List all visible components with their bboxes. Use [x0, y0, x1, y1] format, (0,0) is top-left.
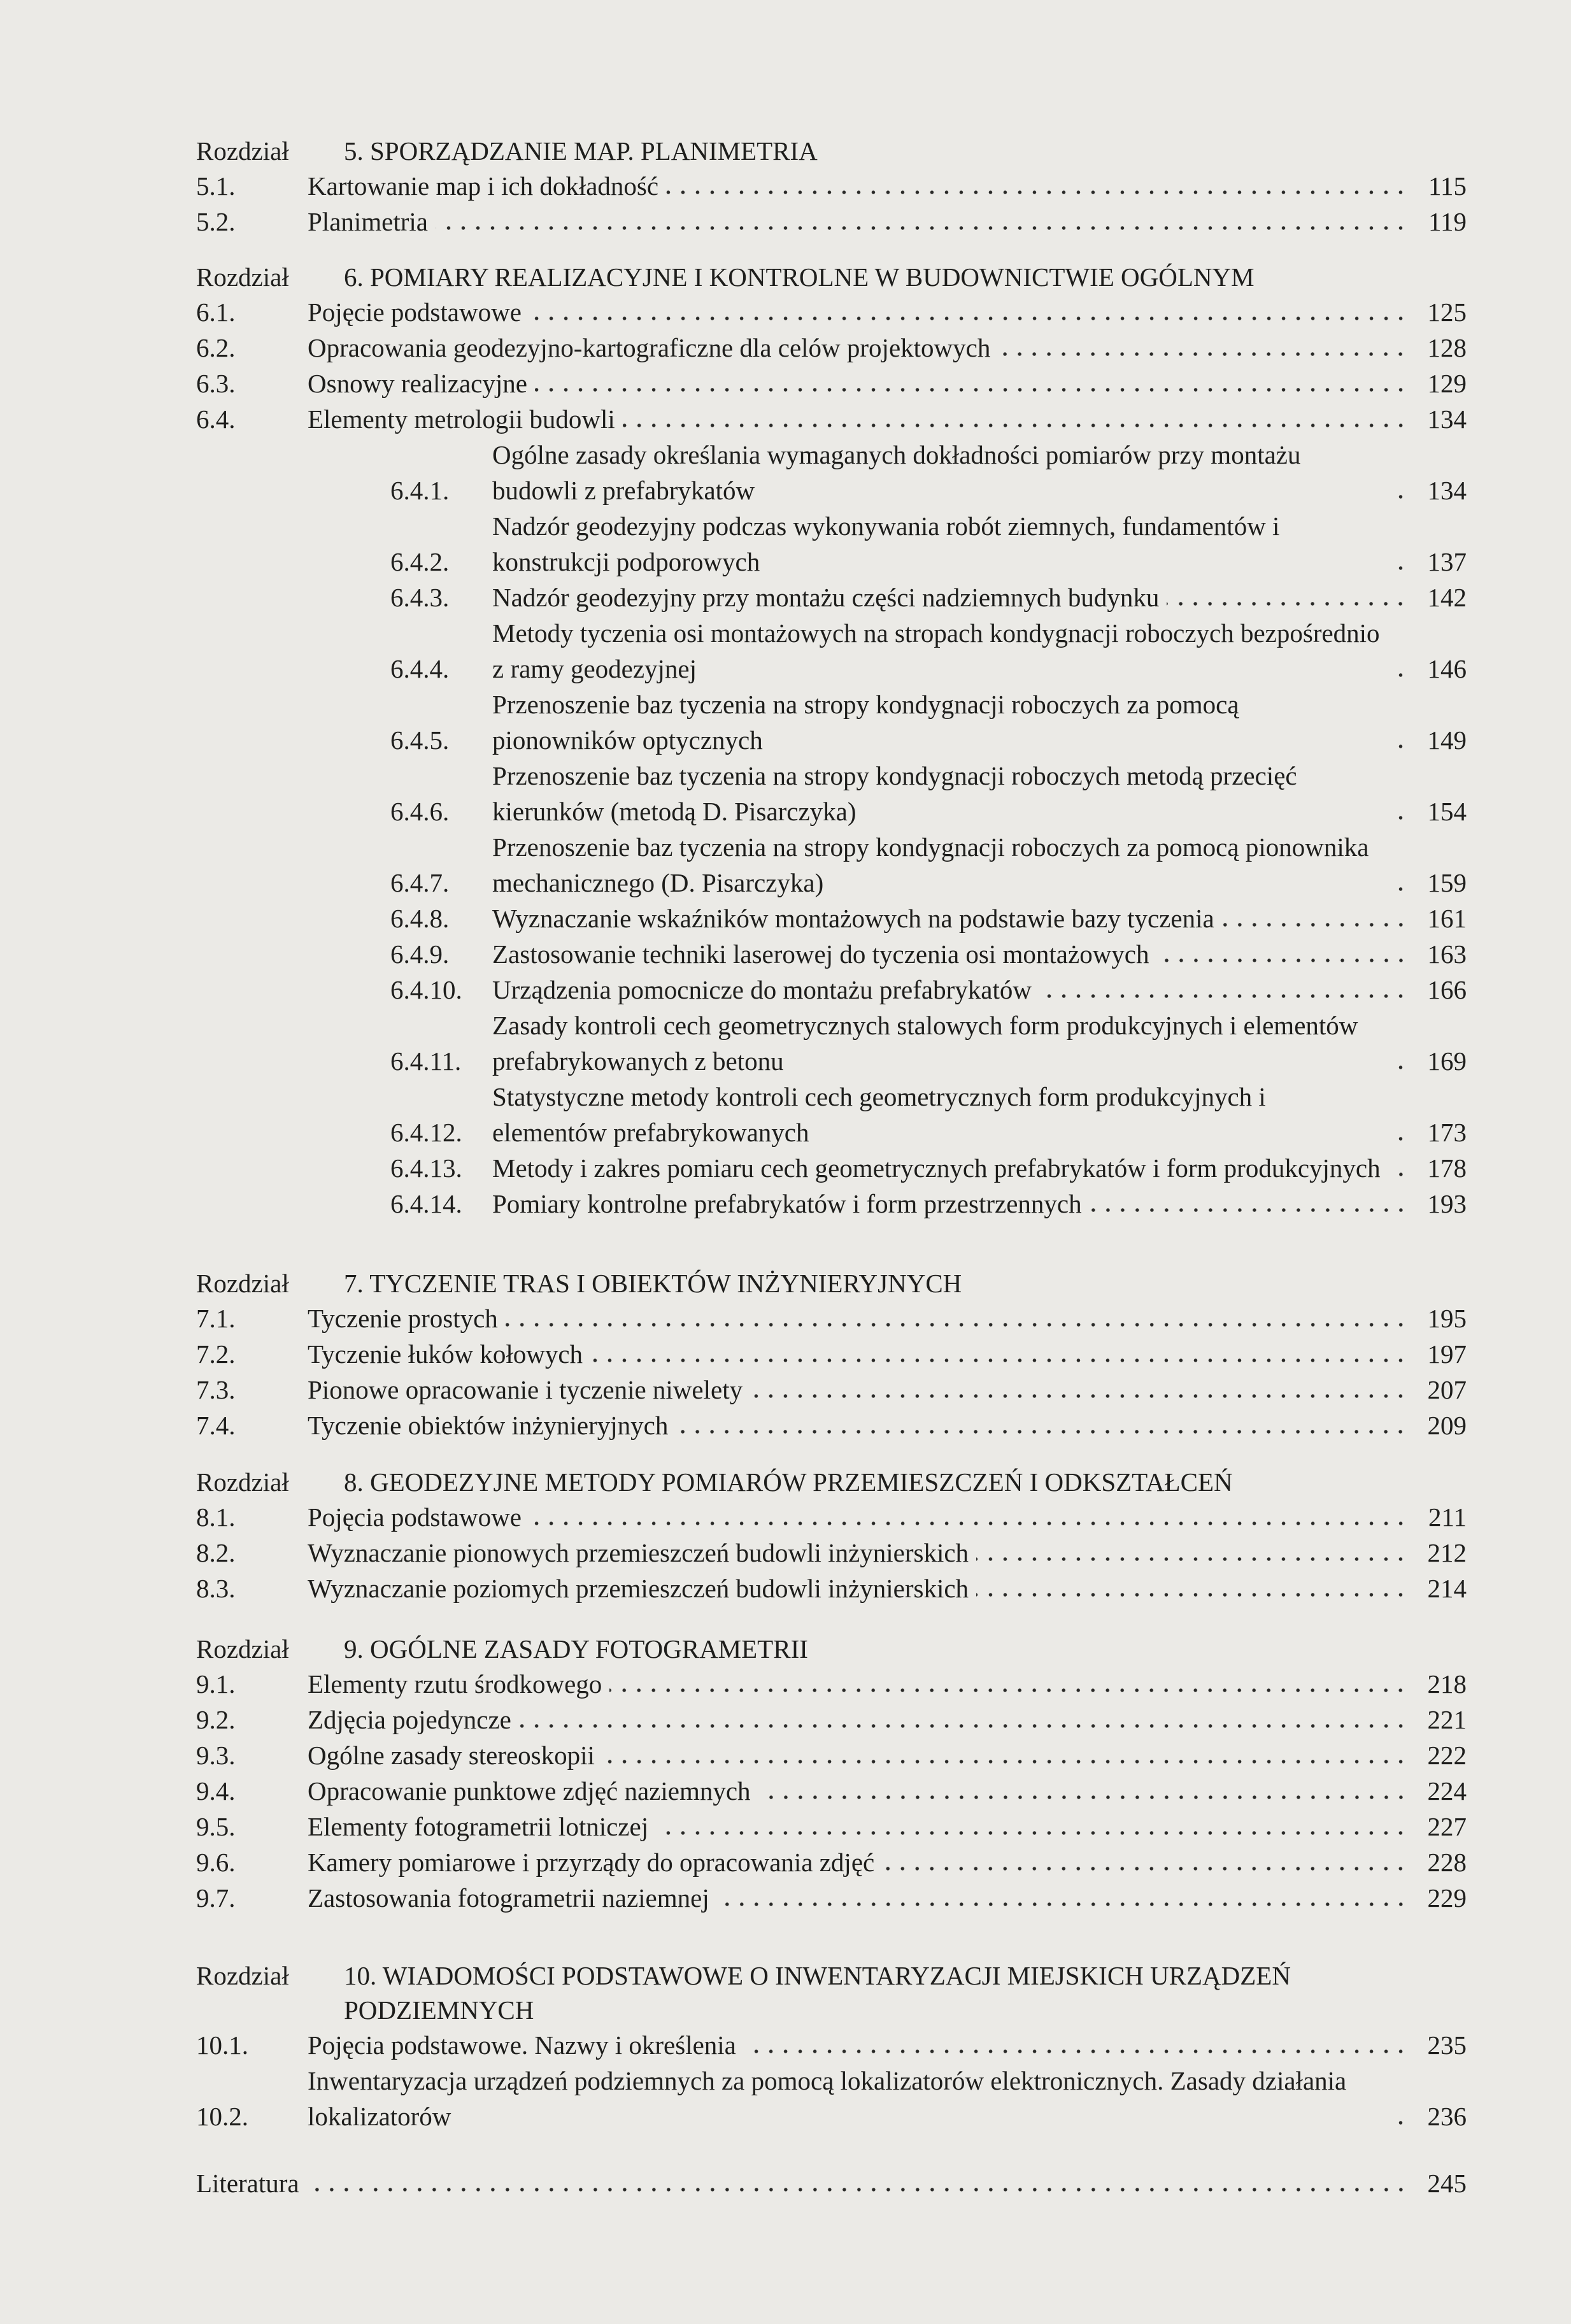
entry-number: 9.5. — [196, 1812, 236, 1841]
entry-number: 5.2. — [196, 207, 236, 236]
entry-title: Zasady kontroli cech geometrycznych stalowych form produkcyjnych i elementów prefabrykowanych z betonu — [492, 1011, 1358, 1076]
entry-title: Tyczenie łuków kołowych — [308, 1339, 583, 1369]
dot-leader — [976, 1557, 1408, 1562]
chapter-6 — [196, 260, 1467, 1222]
toc-entry-9-3[interactable] — [196, 1737, 1467, 1773]
dot-leader — [1389, 744, 1408, 749]
toc-entry-6-2[interactable] — [196, 330, 1467, 366]
page-number: 173 — [1427, 1118, 1467, 1147]
entry-number: 9.4. — [196, 1776, 236, 1806]
chapter-word: Rozdział — [196, 136, 289, 166]
chapter-heading — [196, 1266, 1467, 1301]
page-number: 134 — [1427, 476, 1467, 505]
chapter-heading — [196, 134, 1467, 168]
entry-number: 6.4.1. — [390, 476, 450, 505]
toc-entry-7-4[interactable] — [196, 1408, 1467, 1443]
entry-number: 6.4.2. — [390, 547, 450, 576]
entry-number: 6.3. — [196, 369, 236, 398]
dot-leader — [1389, 566, 1408, 571]
entry-number: 7.2. — [196, 1339, 236, 1369]
page-number: 169 — [1427, 1046, 1467, 1076]
entry-title: Metody i zakres pomiaru cech geometrycznych prefabrykatów i form produkcyjnych — [492, 1153, 1381, 1183]
toc-entry-literatura[interactable] — [196, 2165, 1467, 2201]
dot-leader — [602, 1759, 1408, 1764]
toc-entry-9-5[interactable] — [196, 1809, 1467, 1844]
toc-subentry-6-4-3[interactable] — [196, 580, 1467, 615]
entry-number: 9.7. — [196, 1883, 236, 1913]
dot-leader — [1157, 958, 1408, 963]
toc-subentry-6-4-1[interactable] — [196, 437, 1467, 508]
dot-leader — [1039, 994, 1408, 999]
page-number: 129 — [1427, 369, 1467, 398]
chapter-heading — [196, 260, 1467, 294]
page-number: 221 — [1427, 1705, 1467, 1734]
toc-entry-6-1[interactable] — [196, 294, 1467, 330]
entry-title: Pojęcie podstawowe — [308, 297, 522, 327]
toc-entry-8-1[interactable] — [196, 1499, 1467, 1535]
chapter-heading — [196, 1958, 1467, 2027]
entry-number: 9.1. — [196, 1669, 236, 1699]
dot-leader — [1222, 922, 1408, 927]
page-number: 154 — [1427, 797, 1467, 826]
page-number: 245 — [1427, 2169, 1467, 2198]
entry-number: 6.1. — [196, 297, 236, 327]
entry-number: 9.6. — [196, 1848, 236, 1877]
page-number: 207 — [1427, 1375, 1467, 1404]
toc-entry-10-1[interactable] — [196, 2027, 1467, 2063]
entry-title: Przenoszenie baz tyczenia na stropy kondygnacji roboczych za pomocą pionowników optycznych — [492, 690, 1239, 755]
page-number: 142 — [1427, 583, 1467, 612]
chapter-8 — [196, 1465, 1467, 1606]
toc-entry-7-1[interactable] — [196, 1301, 1467, 1336]
entry-title: Pojęcia podstawowe. Nazwy i określenia — [308, 2030, 736, 2060]
toc-entry-9-7[interactable] — [196, 1880, 1467, 1916]
page-number: 159 — [1427, 868, 1467, 897]
entry-number: 7.3. — [196, 1375, 236, 1404]
entry-number: 6.4.8. — [390, 904, 450, 933]
dot-leader — [758, 1795, 1408, 1800]
dot-leader — [744, 2049, 1408, 2054]
entry-title: Nadzór geodezyjny podczas wykonywania robót ziemnych, fundamentów i konstrukcji podporowych — [492, 511, 1280, 576]
chapter-9 — [196, 1632, 1467, 1916]
entry-number: 7.1. — [196, 1304, 236, 1333]
page-number: 115 — [1428, 171, 1467, 201]
toc-entry-8-3[interactable] — [196, 1571, 1467, 1606]
chapter-word: Rozdział — [196, 262, 289, 292]
page-number: 222 — [1427, 1741, 1467, 1770]
entry-title: Inwentaryzacja urządzeń podziemnych za pomocą lokalizatorów elektronicznych. Zasady działania lokalizatorów — [308, 2066, 1347, 2131]
toc-subentry-6-4-4[interactable] — [196, 615, 1467, 687]
toc-subentry-6-4-14[interactable] — [196, 1186, 1467, 1222]
chapter-word: Rozdział — [196, 1961, 289, 1990]
page-number: 195 — [1427, 1304, 1467, 1333]
dot-leader — [529, 316, 1408, 321]
page-number: 211 — [1428, 1502, 1467, 1532]
chapter-title: 7. TYCZENIE TRAS I OBIEKTÓW INŻYNIERYJNYCH — [344, 1269, 962, 1298]
dot-leader — [656, 1830, 1408, 1836]
entry-number: 8.3. — [196, 1574, 236, 1603]
page-number: 228 — [1427, 1848, 1467, 1877]
literatura-section — [196, 2165, 1467, 2201]
entry-number: 6.4.5. — [390, 725, 450, 755]
entry-title: Statystyczne metody kontroli cech geometrycznych form produkcyjnych i elementów prefabrykowanych — [492, 1082, 1266, 1147]
page-number: 212 — [1427, 1538, 1467, 1567]
dot-leader — [666, 190, 1408, 195]
entry-number: 6.4.12. — [390, 1118, 462, 1147]
page-number: 236 — [1427, 2102, 1467, 2131]
dot-leader — [717, 1902, 1408, 1907]
entry-title: Wyznaczanie pionowych przemieszczeń budowli inżynierskich — [308, 1538, 969, 1567]
dot-leader — [590, 1358, 1408, 1363]
chapter-10 — [196, 1958, 1467, 2134]
page-number: 128 — [1427, 333, 1467, 362]
dot-leader — [609, 1688, 1408, 1693]
entry-title: Tyczenie obiektów inżynieryjnych — [308, 1411, 669, 1440]
entry-title: Pomiary kontrolne prefabrykatów i form przestrzennych — [492, 1189, 1082, 1218]
entry-title: Nadzór geodezyjny przy montażu części nadziemnych budynku — [492, 583, 1160, 612]
dot-leader — [1389, 494, 1408, 499]
page-number: 197 — [1427, 1339, 1467, 1369]
page-number: 218 — [1427, 1669, 1467, 1699]
entry-number: 10.1. — [196, 2030, 248, 2060]
toc-subentry-6-4-13[interactable] — [196, 1150, 1467, 1186]
dot-leader — [623, 423, 1408, 428]
toc-subentry-6-4-8[interactable] — [196, 901, 1467, 936]
toc-subentry-6-4-5[interactable] — [196, 687, 1467, 758]
toc-entry-10-2[interactable] — [196, 2063, 1467, 2134]
page-number: 178 — [1427, 1153, 1467, 1183]
dot-leader — [1389, 887, 1408, 892]
toc-entry-7-3[interactable] — [196, 1372, 1467, 1408]
dot-leader — [529, 1521, 1408, 1526]
entry-title: Tyczenie prostych — [308, 1304, 498, 1333]
toc-subentry-6-4-6[interactable] — [196, 758, 1467, 829]
dot-leader — [1389, 2120, 1408, 2125]
toc-entry-6-3[interactable] — [196, 366, 1467, 401]
toc-entry-9-4[interactable] — [196, 1773, 1467, 1809]
entry-title: Przenoszenie baz tyczenia na stropy kondygnacji roboczych metodą przecięć kierunków (metodą D. Pisarczyka) — [492, 761, 1297, 826]
toc-entry-5-2[interactable] — [196, 204, 1467, 239]
entry-number: 6.2. — [196, 333, 236, 362]
toc-subentry-6-4-9[interactable] — [196, 936, 1467, 972]
entry-title: Elementy rzutu środkowego — [308, 1669, 602, 1699]
page-number: 224 — [1427, 1776, 1467, 1806]
entry-title: Opracowanie punktowe zdjęć naziemnych — [308, 1776, 751, 1806]
page-number: 161 — [1427, 904, 1467, 933]
toc-entry-6-4[interactable] — [196, 401, 1467, 437]
entry-number: 6.4.11. — [390, 1046, 462, 1076]
page-number: 214 — [1427, 1574, 1467, 1603]
dot-leader — [976, 1592, 1408, 1597]
page-number: 227 — [1427, 1812, 1467, 1841]
page-number: 166 — [1427, 975, 1467, 1004]
entry-title: Osnowy realizacyjne — [308, 369, 527, 398]
page-number: 119 — [1428, 207, 1467, 236]
page-number: 134 — [1427, 404, 1467, 434]
dot-leader — [307, 2187, 1408, 2192]
entry-number: 8.2. — [196, 1538, 236, 1567]
toc-entry-9-6[interactable] — [196, 1844, 1467, 1880]
entry-title: Literatura — [196, 2169, 299, 2198]
entry-title: Urządzenia pomocnicze do montażu prefabrykatów — [492, 975, 1032, 1004]
toc-entry-9-2[interactable] — [196, 1702, 1467, 1737]
entry-title: Ogólne zasady określania wymaganych dokładności pomiarów przy montażu budowli z prefabrykatów — [492, 440, 1301, 505]
toc-subentry-6-4-10[interactable] — [196, 972, 1467, 1008]
entry-title: Planimetria — [308, 207, 429, 236]
chapter-title: 10. WIADOMOŚCI PODSTAWOWE O INWENTARYZACJI MIEJSKICH URZĄDZEŃ PODZIEMNYCH — [344, 1961, 1291, 2025]
entry-title: Kamery pomiarowe i przyrządy do opracowania zdjęć — [308, 1848, 875, 1877]
toc-entry-5-1[interactable] — [196, 168, 1467, 204]
dot-leader — [519, 1723, 1408, 1729]
entry-number: 6.4.4. — [390, 654, 450, 683]
chapter-title: 8. GEODEZYJNE METODY POMIARÓW PRZEMIESZCZEŃ I ODKSZTAŁCEŃ — [344, 1467, 1233, 1497]
entry-title: Elementy fotogrametrii lotniczej — [308, 1812, 649, 1841]
entry-number: 8.1. — [196, 1502, 236, 1532]
entry-number: 5.1. — [196, 171, 236, 201]
toc-entry-7-2[interactable] — [196, 1336, 1467, 1372]
toc-subentry-6-4-2[interactable] — [196, 508, 1467, 580]
dot-leader — [1167, 601, 1408, 606]
chapter-word: Rozdział — [196, 1467, 289, 1497]
entry-title: Elementy metrologii budowli — [308, 404, 615, 434]
dot-leader — [506, 1322, 1408, 1327]
entry-title: Pojęcia podstawowe — [308, 1502, 522, 1532]
chapter-title: 5. SPORZĄDZANIE MAP. PLANIMETRIA — [344, 136, 818, 166]
entry-number: 7.4. — [196, 1411, 236, 1440]
dot-leader — [1389, 673, 1408, 678]
entry-number: 6.4.13. — [390, 1153, 462, 1183]
chapter-title: 9. OGÓLNE ZASADY FOTOGRAMETRII — [344, 1634, 808, 1664]
chapter-heading — [196, 1632, 1467, 1666]
entry-title: Wyznaczanie wskaźników montażowych na podstawie bazy tyczenia — [492, 904, 1214, 933]
entry-number: 6.4.7. — [390, 868, 450, 897]
entry-number: 6.4.10. — [390, 975, 462, 1004]
page-number: 163 — [1427, 939, 1467, 969]
dot-leader — [535, 387, 1408, 392]
entry-number: 6.4.3. — [390, 583, 450, 612]
page-number: 137 — [1427, 547, 1467, 576]
entry-title: Metody tyczenia osi montażowych na stropach kondygnacji roboczych bezpośrednio z ramy geodezyjnej — [492, 618, 1380, 683]
dot-leader — [998, 352, 1408, 357]
dot-leader — [436, 225, 1408, 231]
dot-leader — [1388, 1172, 1408, 1177]
entry-title: Zastosowanie techniki laserowej do tyczenia osi montażowych — [492, 939, 1149, 969]
entry-title: Pionowe opracowanie i tyczenie niwelety — [308, 1375, 743, 1404]
dot-leader — [882, 1866, 1408, 1871]
toc-entry-9-1[interactable] — [196, 1666, 1467, 1702]
toc-subentry-6-4-12[interactable] — [196, 1079, 1467, 1150]
chapter-5 — [196, 134, 1467, 239]
chapter-word: Rozdział — [196, 1634, 289, 1664]
entry-title: Wyznaczanie poziomych przemieszczeń budowli inżynierskich — [308, 1574, 969, 1603]
entry-title: Przenoszenie baz tyczenia na stropy kondygnacji roboczych za pomocą pionownika mechanicznego (D. Pisarczyka) — [492, 832, 1369, 897]
toc-entry-8-2[interactable] — [196, 1535, 1467, 1571]
dot-leader — [1090, 1208, 1408, 1213]
page-number: 149 — [1427, 725, 1467, 755]
entry-number: 6.4. — [196, 404, 236, 434]
dot-leader — [676, 1429, 1408, 1434]
chapter-7 — [196, 1266, 1467, 1443]
entry-number: 9.3. — [196, 1741, 236, 1770]
entry-number: 6.4.6. — [390, 797, 450, 826]
page-number: 125 — [1427, 297, 1467, 327]
page-number: 235 — [1427, 2030, 1467, 2060]
chapter-title: 6. POMIARY REALIZACYJNE I KONTROLNE W BUDOWNICTWIE OGÓLNYM — [344, 262, 1255, 292]
entry-title: Kartowanie map i ich dokładność — [308, 171, 659, 201]
entry-title: Zastosowania fotogrametrii naziemnej — [308, 1883, 709, 1913]
entry-number: 6.4.14. — [390, 1189, 462, 1218]
dot-leader — [1389, 1136, 1408, 1141]
page-number: 209 — [1427, 1411, 1467, 1440]
entry-number: 9.2. — [196, 1705, 236, 1734]
page-number: 146 — [1427, 654, 1467, 683]
entry-title: Zdjęcia pojedyncze — [308, 1705, 511, 1734]
chapter-word: Rozdział — [196, 1269, 289, 1298]
chapter-heading — [196, 1465, 1467, 1499]
page-number: 229 — [1427, 1883, 1467, 1913]
entry-title: Opracowania geodezyjno-kartograficzne dla celów projektowych — [308, 333, 991, 362]
dot-leader — [1389, 1065, 1408, 1070]
toc-subentry-6-4-11[interactable] — [196, 1008, 1467, 1079]
dot-leader — [1389, 815, 1408, 820]
page-number: 193 — [1427, 1189, 1467, 1218]
entry-number: 10.2. — [196, 2102, 248, 2131]
toc-subentry-6-4-7[interactable] — [196, 829, 1467, 901]
entry-title: Ogólne zasady stereoskopii — [308, 1741, 595, 1770]
dot-leader — [750, 1394, 1408, 1399]
entry-number: 6.4.9. — [390, 939, 450, 969]
